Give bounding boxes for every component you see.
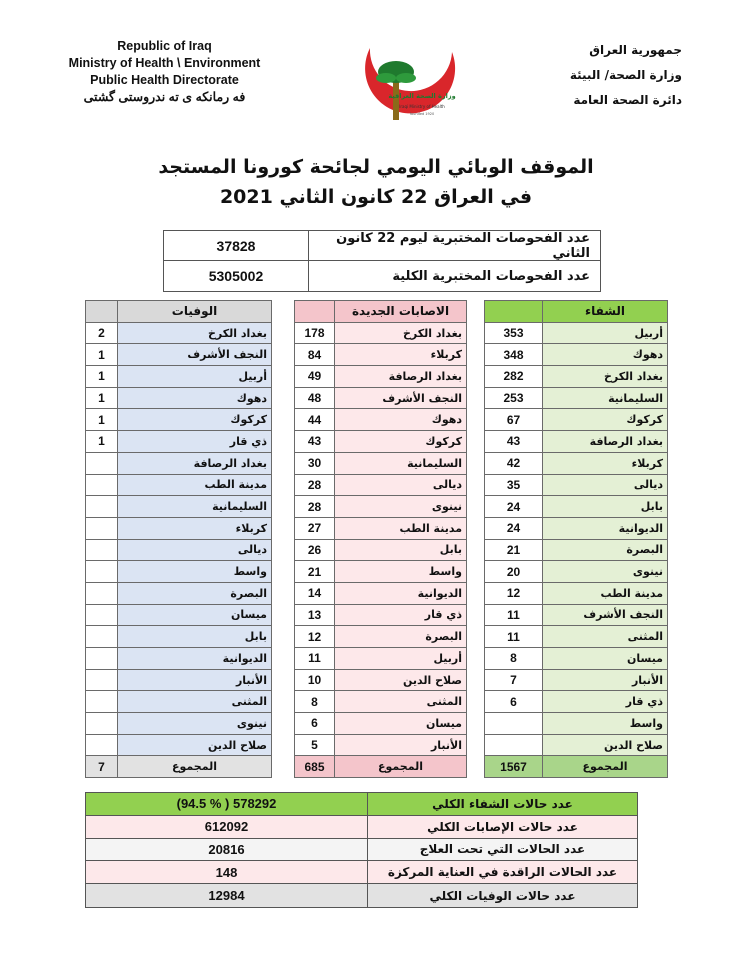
cases-total-label: المجموع xyxy=(335,756,467,778)
deaths-count xyxy=(86,517,118,539)
recoveries-province: النجف الأشرف xyxy=(543,604,668,626)
deaths-count xyxy=(86,691,118,713)
cases-count: 21 xyxy=(295,561,335,583)
header-ar-country: جمهورية العراق xyxy=(589,43,682,57)
table-row xyxy=(295,322,467,344)
recoveries-province: صلاح الدين xyxy=(543,734,668,756)
summary-row xyxy=(86,793,637,816)
table-row xyxy=(485,561,668,583)
table-row xyxy=(295,366,467,388)
deaths-count xyxy=(86,734,118,756)
cases-count: 10 xyxy=(295,669,335,691)
recoveries-count: 353 xyxy=(485,322,543,344)
cases-count: 11 xyxy=(295,648,335,670)
recoveries-province: الديوانية xyxy=(543,517,668,539)
deaths-count xyxy=(86,539,118,561)
recoveries-count: 7 xyxy=(485,669,543,691)
table-row xyxy=(295,669,467,691)
summary-row xyxy=(86,816,637,839)
deaths-province: بغداد الرصافة xyxy=(118,452,272,474)
recoveries-count: 6 xyxy=(485,691,543,713)
table-row xyxy=(485,669,668,691)
cases-count: 43 xyxy=(295,431,335,453)
cases-header: الاصابات الجديدة xyxy=(335,301,467,323)
cases-province: بغداد الكرخ xyxy=(335,322,467,344)
table-row xyxy=(295,409,467,431)
table-row xyxy=(86,669,272,691)
deaths-total-value: 7 xyxy=(86,756,118,778)
table-row xyxy=(295,713,467,735)
table-row xyxy=(295,474,467,496)
header-directorate: Public Health Directorate xyxy=(90,73,239,87)
recoveries-province: ميسان xyxy=(543,648,668,670)
deaths-province: بابل xyxy=(118,626,272,648)
deaths-province: النجف الأشرف xyxy=(118,344,272,366)
cases-count: 44 xyxy=(295,409,335,431)
table-row xyxy=(485,648,668,670)
table-row xyxy=(485,582,668,604)
cases-province: السليمانية xyxy=(335,452,467,474)
deaths-province: ديالى xyxy=(118,539,272,561)
recoveries-header: الشفاء xyxy=(543,301,668,323)
table-row xyxy=(295,517,467,539)
summary-label: عدد حالات الإصابات الكلي xyxy=(368,816,637,838)
deaths-header-row xyxy=(86,301,272,323)
cases-count: 49 xyxy=(295,366,335,388)
recoveries-count: 253 xyxy=(485,387,543,409)
summary-label: عدد الحالات التي تحت العلاج xyxy=(368,839,637,861)
cases-count: 14 xyxy=(295,582,335,604)
cases-province: ميسان xyxy=(335,713,467,735)
deaths-province: كركوك xyxy=(118,409,272,431)
recoveries-total-value: 1567 xyxy=(485,756,543,778)
table-row xyxy=(485,734,668,756)
recoveries-count: 12 xyxy=(485,582,543,604)
table-row xyxy=(295,626,467,648)
deaths-header-blank xyxy=(86,301,118,323)
table-row xyxy=(485,409,668,431)
table-row xyxy=(485,387,668,409)
cases-header-row xyxy=(295,301,467,323)
table-row xyxy=(485,431,668,453)
recoveries-count: 20 xyxy=(485,561,543,583)
deaths-count: 1 xyxy=(86,366,118,388)
summary-value: 612092 xyxy=(86,816,368,838)
tests-daily-row xyxy=(164,231,600,261)
recoveries-province: الأنبار xyxy=(543,669,668,691)
deaths-province: واسط xyxy=(118,561,272,583)
deaths-province: ذي قار xyxy=(118,431,272,453)
table-row xyxy=(295,344,467,366)
cases-province: ذي قار xyxy=(335,604,467,626)
cases-province: النجف الأشرف xyxy=(335,387,467,409)
cases-province: واسط xyxy=(335,561,467,583)
recoveries-count: 35 xyxy=(485,474,543,496)
cases-count: 27 xyxy=(295,517,335,539)
recoveries-province: بغداد الرصافة xyxy=(543,431,668,453)
recoveries-count: 282 xyxy=(485,366,543,388)
summary-label: عدد الحالات الراقدة في العناية المركزة xyxy=(368,861,637,883)
logo-founded-text: founded 1920 xyxy=(409,112,435,116)
table-row xyxy=(485,517,668,539)
summary-value: (94.5 % ) 578292 xyxy=(86,793,368,815)
cases-count: 6 xyxy=(295,713,335,735)
recoveries-province: المثنى xyxy=(543,626,668,648)
deaths-province: مدينة الطب xyxy=(118,474,272,496)
cases-count: 5 xyxy=(295,734,335,756)
table-row xyxy=(485,713,668,735)
cases-province: صلاح الدين xyxy=(335,669,467,691)
summary-value: 20816 xyxy=(86,839,368,861)
deaths-count: 1 xyxy=(86,409,118,431)
deaths-count xyxy=(86,452,118,474)
table-row xyxy=(295,648,467,670)
cases-province: مدينة الطب xyxy=(335,517,467,539)
table-row xyxy=(86,626,272,648)
cases-province: كربلاء xyxy=(335,344,467,366)
cases-province: بابل xyxy=(335,539,467,561)
tests-total-value: 5305002 xyxy=(164,261,309,291)
deaths-province: نينوى xyxy=(118,713,272,735)
summary-row xyxy=(86,861,637,884)
table-row xyxy=(86,409,272,431)
recoveries-count xyxy=(485,734,543,756)
report-date: في العراق 22 كانون الثاني 2021 xyxy=(219,186,533,208)
table-row xyxy=(86,582,272,604)
table-row xyxy=(485,626,668,648)
deaths-province: بغداد الكرخ xyxy=(118,322,272,344)
header-ministry: Ministry of Health \ Environment xyxy=(68,56,261,70)
recoveries-province: كركوك xyxy=(543,409,668,431)
recoveries-province: كربلاء xyxy=(543,452,668,474)
recoveries-province: بابل xyxy=(543,496,668,518)
table-row xyxy=(86,496,272,518)
logo-trunk xyxy=(393,82,399,120)
recoveries-count: 24 xyxy=(485,517,543,539)
deaths-province: دهوك xyxy=(118,387,272,409)
recoveries-count: 67 xyxy=(485,409,543,431)
summary-label: عدد حالات الوفيات الكلي xyxy=(368,884,637,907)
recoveries-count: 42 xyxy=(485,452,543,474)
table-row xyxy=(295,387,467,409)
deaths-header: الوفيات xyxy=(118,301,272,323)
recoveries-total-row xyxy=(485,756,668,778)
deaths-count xyxy=(86,496,118,518)
cases-count: 12 xyxy=(295,626,335,648)
table-row xyxy=(86,713,272,735)
deaths-count xyxy=(86,626,118,648)
deaths-total-row xyxy=(86,756,272,778)
english-header xyxy=(52,38,277,106)
table-row xyxy=(485,344,668,366)
logo-arabic-text: وزارة الصحة العراقية xyxy=(388,92,456,100)
table-row xyxy=(295,431,467,453)
ministry-logo xyxy=(340,30,460,130)
table-row xyxy=(295,582,467,604)
deaths-province: صلاح الدين xyxy=(118,734,272,756)
deaths-province: الديوانية xyxy=(118,648,272,670)
header-kurdish: فه رمانكه ى ته ندروستى گشتى xyxy=(83,90,246,104)
table-row xyxy=(86,561,272,583)
cases-province: كركوك xyxy=(335,431,467,453)
recoveries-count: 11 xyxy=(485,604,543,626)
new-cases-table xyxy=(294,300,467,778)
deaths-province: كربلاء xyxy=(118,517,272,539)
recoveries-count xyxy=(485,713,543,735)
cases-province: أربيل xyxy=(335,648,467,670)
summary-value: 148 xyxy=(86,861,368,883)
table-row xyxy=(295,496,467,518)
table-row xyxy=(295,734,467,756)
table-row xyxy=(485,474,668,496)
recoveries-province: السليمانية xyxy=(543,387,668,409)
cases-province: المثنى xyxy=(335,691,467,713)
deaths-count xyxy=(86,474,118,496)
recoveries-province: ذي قار xyxy=(543,691,668,713)
summary-row xyxy=(86,884,637,907)
table-row xyxy=(485,496,668,518)
cases-province: دهوك xyxy=(335,409,467,431)
recoveries-province: نينوى xyxy=(543,561,668,583)
recoveries-count: 43 xyxy=(485,431,543,453)
deaths-province: أربيل xyxy=(118,366,272,388)
cases-total-value: 685 xyxy=(295,756,335,778)
cases-count: 178 xyxy=(295,322,335,344)
table-row xyxy=(485,452,668,474)
logo-english-text: Iraqi Ministry of Health xyxy=(399,104,445,109)
recoveries-province: البصرة xyxy=(543,539,668,561)
deaths-count xyxy=(86,582,118,604)
table-row xyxy=(86,322,272,344)
summary-label: عدد حالات الشفاء الكلي xyxy=(368,793,637,815)
table-row xyxy=(86,539,272,561)
recoveries-total-label: المجموع xyxy=(543,756,668,778)
table-row xyxy=(485,691,668,713)
table-row xyxy=(86,452,272,474)
recoveries-header-blank xyxy=(485,301,543,323)
tests-total-label: عدد الفحوصات المختبرية الكلية xyxy=(392,268,590,284)
table-row xyxy=(86,604,272,626)
deaths-count xyxy=(86,561,118,583)
recoveries-province: بغداد الكرخ xyxy=(543,366,668,388)
recoveries-province: واسط xyxy=(543,713,668,735)
table-row xyxy=(86,366,272,388)
deaths-count: 1 xyxy=(86,387,118,409)
header-country: Republic of Iraq xyxy=(117,39,212,53)
recoveries-province: ديالى xyxy=(543,474,668,496)
header-ar-directorate: دائرة الصحة العامة xyxy=(573,93,682,107)
cases-province: الديوانية xyxy=(335,582,467,604)
tests-box xyxy=(163,230,601,292)
report-title: الموقف الوبائي اليومي لجائحة كورونا المستجد xyxy=(158,156,594,178)
table-row xyxy=(485,366,668,388)
tests-daily-label: عدد الفحوصات المختبرية ليوم 22 كانون الثاني xyxy=(336,230,590,261)
table-row xyxy=(295,604,467,626)
header-ar-ministry: وزارة الصحة/ البيئة xyxy=(569,68,682,82)
deaths-province: البصرة xyxy=(118,582,272,604)
summary-box xyxy=(85,792,638,908)
recoveries-province: أربيل xyxy=(543,322,668,344)
deaths-total-label: المجموع xyxy=(118,756,272,778)
cases-province: نينوى xyxy=(335,496,467,518)
tests-total-row xyxy=(164,261,600,291)
table-row xyxy=(86,431,272,453)
cases-total-row xyxy=(295,756,467,778)
deaths-count xyxy=(86,669,118,691)
recoveries-count: 24 xyxy=(485,496,543,518)
deaths-province: السليمانية xyxy=(118,496,272,518)
deaths-province: الأنبار xyxy=(118,669,272,691)
table-row xyxy=(295,691,467,713)
table-row xyxy=(295,561,467,583)
arabic-header xyxy=(512,38,682,113)
cases-header-blank xyxy=(295,301,335,323)
recoveries-count: 8 xyxy=(485,648,543,670)
cases-count: 28 xyxy=(295,474,335,496)
cases-count: 26 xyxy=(295,539,335,561)
table-row xyxy=(86,734,272,756)
recoveries-header-row xyxy=(485,301,668,323)
recoveries-province: دهوك xyxy=(543,344,668,366)
deaths-province: المثنى xyxy=(118,691,272,713)
cases-count: 8 xyxy=(295,691,335,713)
table-row xyxy=(86,517,272,539)
cases-province: ديالى xyxy=(335,474,467,496)
recoveries-count: 348 xyxy=(485,344,543,366)
table-row xyxy=(295,539,467,561)
recoveries-count: 11 xyxy=(485,626,543,648)
table-row xyxy=(485,322,668,344)
deaths-province: ميسان xyxy=(118,604,272,626)
recoveries-count: 21 xyxy=(485,539,543,561)
cases-province: بغداد الرصافة xyxy=(335,366,467,388)
table-row xyxy=(86,344,272,366)
cases-count: 13 xyxy=(295,604,335,626)
cases-count: 48 xyxy=(295,387,335,409)
table-row xyxy=(485,604,668,626)
table-row xyxy=(86,648,272,670)
summary-row xyxy=(86,839,637,862)
cases-province: البصرة xyxy=(335,626,467,648)
deaths-table xyxy=(85,300,272,778)
table-row xyxy=(86,474,272,496)
table-row xyxy=(485,539,668,561)
deaths-count: 1 xyxy=(86,431,118,453)
deaths-count xyxy=(86,713,118,735)
table-row xyxy=(295,452,467,474)
deaths-count xyxy=(86,648,118,670)
cases-count: 30 xyxy=(295,452,335,474)
table-row xyxy=(86,387,272,409)
cases-count: 84 xyxy=(295,344,335,366)
recoveries-table xyxy=(484,300,668,778)
summary-value: 12984 xyxy=(86,884,368,907)
recoveries-province: مدينة الطب xyxy=(543,582,668,604)
deaths-count: 2 xyxy=(86,322,118,344)
cases-province: الأنبار xyxy=(335,734,467,756)
tests-daily-value: 37828 xyxy=(164,231,309,260)
deaths-count xyxy=(86,604,118,626)
cases-count: 28 xyxy=(295,496,335,518)
deaths-count: 1 xyxy=(86,344,118,366)
table-row xyxy=(86,691,272,713)
